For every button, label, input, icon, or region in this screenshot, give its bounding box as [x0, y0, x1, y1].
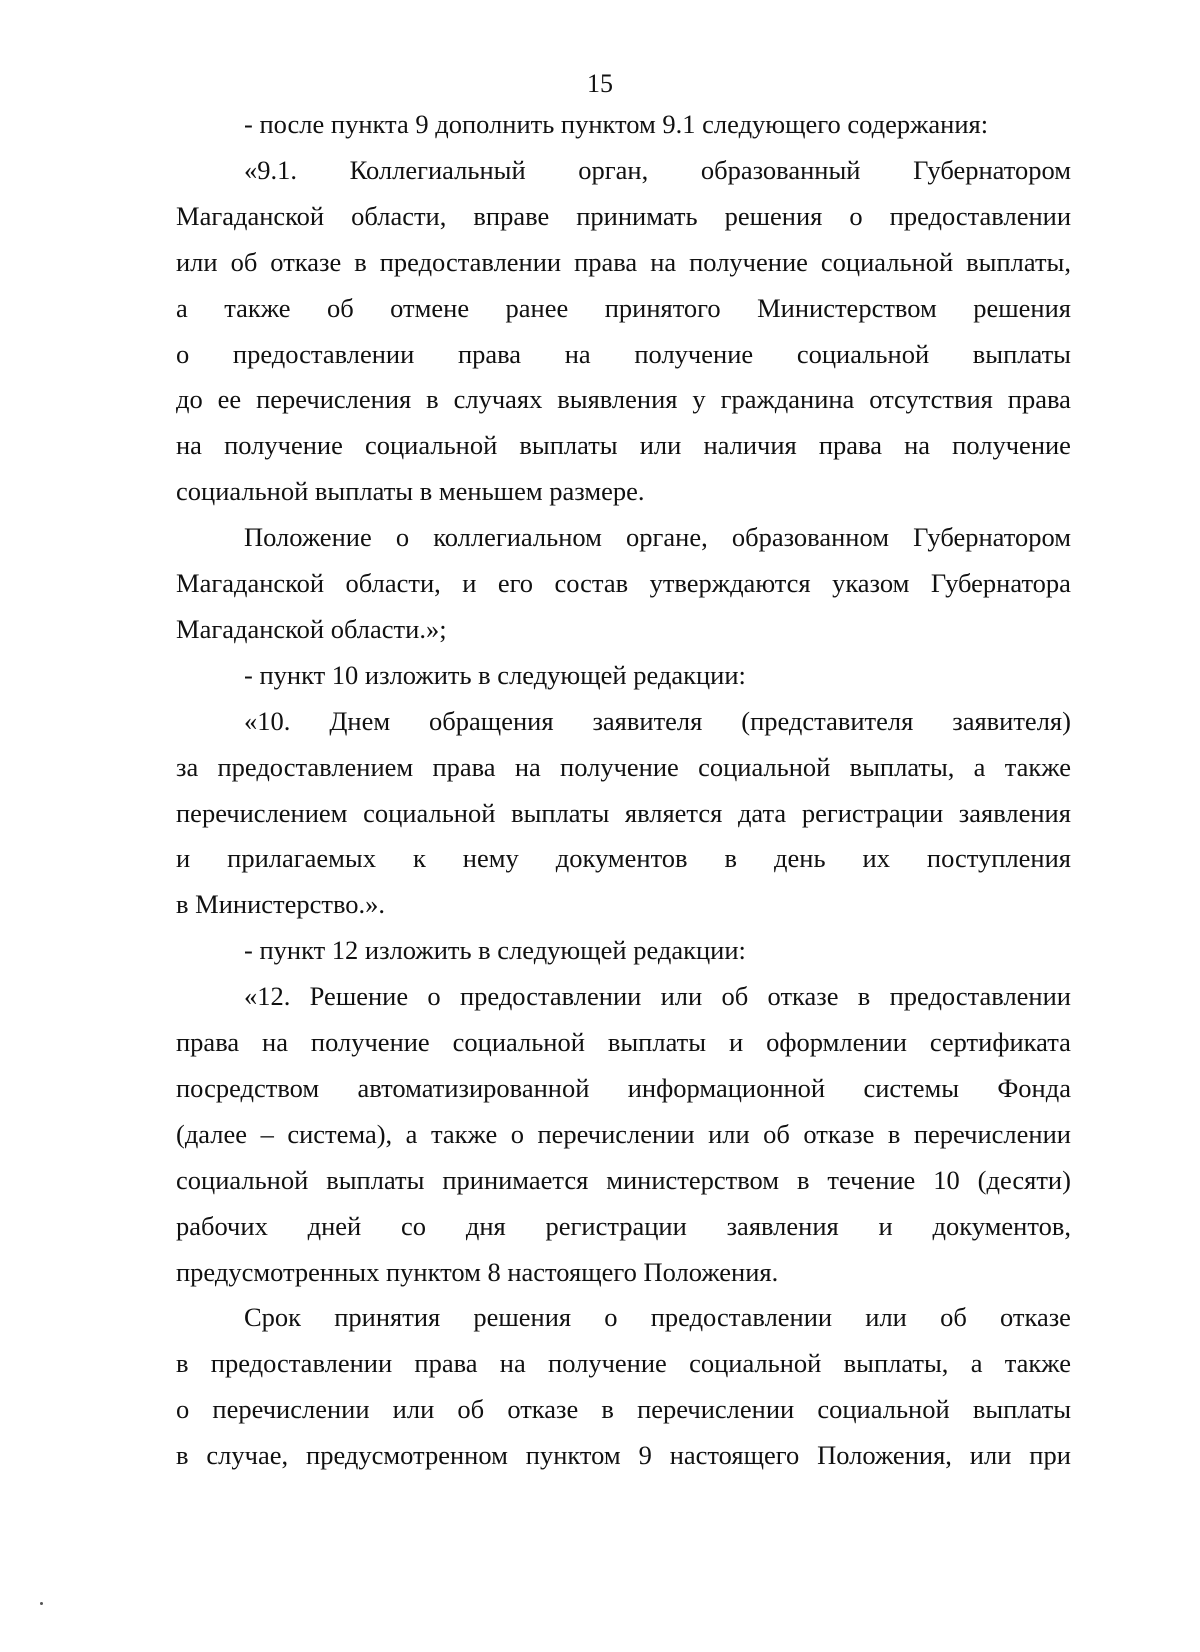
word: выплаты,: [966, 246, 1071, 277]
word: или: [392, 1394, 435, 1425]
word: об: [763, 1118, 790, 1149]
text-line: [244, 1297, 1071, 1337]
word: Положения,: [817, 1440, 952, 1471]
word: об: [457, 1394, 485, 1425]
word: образованном: [731, 522, 889, 553]
word: Губернатором: [913, 522, 1071, 553]
word: их: [862, 843, 890, 874]
word: в: [601, 1394, 614, 1425]
text-line: [176, 334, 1071, 374]
word: о: [427, 981, 441, 1012]
word: ранее: [505, 292, 569, 323]
word: регистрации: [801, 797, 944, 828]
word: Губернатором: [913, 154, 1071, 185]
word: предоставлении: [889, 981, 1071, 1012]
word: Положение: [244, 522, 372, 553]
word: получение: [952, 430, 1071, 461]
word: выплаты,: [843, 1348, 949, 1379]
word: принятого: [604, 292, 721, 323]
word: социальной: [452, 1027, 585, 1057]
word: заявления: [958, 797, 1071, 828]
word: получение: [689, 246, 808, 277]
word: на: [650, 246, 677, 277]
word: на: [176, 430, 202, 461]
word: и: [728, 1027, 744, 1057]
word: Министерством: [757, 292, 937, 323]
word: или: [660, 981, 703, 1012]
word: на: [564, 338, 591, 369]
word: выплаты: [972, 1394, 1071, 1425]
word: получение: [634, 338, 754, 369]
word: поступления: [926, 843, 1071, 874]
text-line: [176, 793, 1071, 833]
word: в: [426, 384, 439, 415]
word: Губернатора: [930, 568, 1071, 598]
word: или: [176, 246, 218, 277]
word: отказе: [507, 1394, 579, 1425]
word: министерством: [606, 1164, 780, 1195]
word: в: [724, 843, 738, 874]
word: о: [849, 200, 863, 231]
word: об: [230, 246, 258, 277]
word: социальной: [820, 246, 954, 277]
text-line: [244, 150, 1071, 190]
word: система),: [287, 1118, 393, 1149]
text-line: [176, 1160, 1071, 1200]
word: –: [260, 1118, 274, 1149]
word: обращения: [429, 705, 554, 736]
word: о: [510, 1118, 524, 1149]
word: дата: [737, 797, 787, 828]
text-line: [244, 976, 1071, 1016]
word: социальной: [364, 430, 498, 461]
word: при: [1029, 1440, 1071, 1471]
word: права: [432, 751, 496, 782]
word: сертификата: [929, 1027, 1071, 1057]
word: посредством: [176, 1072, 320, 1103]
word: Решение: [309, 981, 409, 1012]
word: органе,: [626, 522, 708, 553]
word: регистрации: [545, 1210, 687, 1241]
word: случае,: [206, 1440, 289, 1471]
word: отказе: [999, 1302, 1071, 1333]
word: предусмотренном: [306, 1440, 508, 1471]
word: области,: [345, 568, 441, 598]
word: перечисления: [256, 384, 412, 415]
word: или: [639, 430, 682, 461]
word: предоставлении: [650, 1302, 833, 1333]
word: предоставлении: [232, 338, 415, 369]
word: в: [887, 1118, 901, 1149]
word: указом: [832, 568, 910, 598]
word: права: [1007, 384, 1071, 415]
word: «10.: [244, 705, 291, 736]
word: у: [692, 384, 706, 415]
text-line: предусмотренных пунктом 8 настоящего Положения.: [176, 1256, 779, 1287]
text-line: Магаданской области.»;: [176, 613, 447, 644]
word: на: [499, 1348, 526, 1379]
word: в: [176, 1440, 189, 1471]
word: также: [430, 1118, 498, 1149]
word: (представителя: [741, 705, 914, 736]
word: предоставлении: [210, 1348, 393, 1379]
text-line: - пункт 10 изложить в следующей редакции:: [244, 659, 746, 690]
word: решения: [973, 292, 1071, 323]
text-line: [176, 1343, 1071, 1383]
page-number: 15: [587, 69, 613, 98]
word: отсутствия: [869, 384, 993, 415]
word: Магаданской: [176, 568, 325, 598]
word: получение: [224, 430, 343, 461]
word: решения: [473, 1302, 572, 1333]
word: (далее: [176, 1118, 248, 1149]
word: его: [497, 568, 534, 598]
word: вправе: [473, 200, 550, 231]
text-line: [176, 1206, 1071, 1246]
scan-speck: [40, 1602, 43, 1605]
word: также: [224, 292, 291, 323]
word: социальной: [817, 1394, 950, 1425]
word: коллегиальном: [433, 522, 602, 553]
word: отказе: [767, 981, 839, 1012]
text-line: [176, 838, 1071, 878]
word: социальной: [363, 797, 496, 828]
word: течение: [827, 1164, 916, 1195]
word: социальной: [689, 1348, 822, 1379]
word: заявителя: [592, 705, 703, 736]
word: предоставлении: [459, 981, 642, 1012]
word: документов,: [932, 1210, 1071, 1241]
word: образованный: [700, 154, 861, 185]
word: в: [176, 1348, 189, 1379]
text-line: [244, 517, 1071, 557]
text-line: [176, 196, 1071, 236]
text-line: [176, 1435, 1071, 1475]
word: за: [176, 751, 199, 782]
word: документов: [555, 843, 688, 874]
word: решения: [724, 200, 823, 231]
word: выплаты: [972, 338, 1071, 369]
word: до: [176, 384, 203, 415]
word: на: [904, 430, 931, 461]
word: права: [457, 338, 522, 369]
word: отмене: [390, 292, 470, 323]
word: ее: [217, 384, 242, 415]
word: и: [176, 843, 191, 874]
word: рабочих: [176, 1210, 268, 1241]
word: об: [721, 981, 749, 1012]
word: к: [412, 843, 426, 874]
text-line: [176, 563, 1071, 603]
word: права: [818, 430, 882, 461]
text-line: социальной выплаты в меньшем размере.: [176, 476, 645, 507]
word: день: [774, 843, 826, 874]
text-line: [176, 1022, 1071, 1062]
text-line: в Министерство.».: [176, 889, 386, 920]
word: «9.1.: [244, 154, 297, 185]
word: дней: [307, 1210, 362, 1241]
word: также: [1004, 751, 1071, 782]
word: и: [462, 568, 477, 598]
word: состав: [554, 568, 629, 598]
text-line: [176, 1389, 1071, 1429]
word: пунктом: [525, 1440, 621, 1471]
word: права: [176, 1027, 240, 1057]
word: отказе: [270, 246, 342, 277]
word: орган,: [578, 154, 649, 185]
word: прилагаемых: [227, 843, 376, 874]
word: выплаты: [511, 797, 610, 828]
word: на: [262, 1027, 288, 1057]
text-line: [244, 701, 1071, 741]
word: о: [176, 338, 190, 369]
word: социальной: [698, 751, 831, 782]
word: в: [354, 246, 367, 277]
word: или: [708, 1118, 750, 1149]
word: Фонда: [997, 1072, 1071, 1103]
word: является: [624, 797, 723, 828]
word: настоящего: [669, 1440, 800, 1471]
word: наличия: [703, 430, 797, 461]
word: информационной: [627, 1072, 826, 1103]
word: перечислении: [913, 1118, 1071, 1149]
text-line: [176, 1114, 1071, 1154]
text-line: [176, 242, 1071, 282]
word: дня: [465, 1210, 506, 1241]
word: предоставлением: [217, 751, 414, 782]
word: в: [857, 981, 871, 1012]
word: предоставлении: [379, 246, 562, 277]
word: а: [176, 292, 188, 323]
word: предоставлении: [889, 200, 1071, 231]
text-line: [176, 747, 1071, 787]
word: об: [940, 1302, 967, 1333]
word: получение: [548, 1348, 667, 1379]
text-line: - после пункта 9 дополнить пунктом 9.1 следующего содержания:: [244, 109, 989, 139]
word: а: [405, 1118, 418, 1149]
word: о: [395, 522, 410, 553]
word: получение: [560, 751, 679, 782]
word: перечислении: [212, 1394, 370, 1425]
word: оформлении: [766, 1027, 907, 1057]
word: выплаты: [326, 1164, 425, 1195]
word: Коллегиальный: [349, 154, 526, 185]
word: гражданина: [720, 384, 855, 415]
text-line: - пункт 12 изложить в следующей редакции:: [244, 935, 746, 966]
word: в: [796, 1164, 810, 1195]
word: Магаданской: [176, 200, 325, 231]
word: а: [973, 751, 986, 782]
word: нему: [462, 843, 519, 874]
text-line: [176, 379, 1071, 419]
word: а: [970, 1348, 983, 1379]
word: Днем: [329, 705, 391, 736]
word: социальной: [176, 1164, 309, 1195]
word: утверждаются: [649, 568, 811, 598]
word: выплаты: [607, 1027, 707, 1057]
word: получение: [310, 1027, 430, 1057]
word: случаях: [453, 384, 543, 415]
word: заявления: [726, 1210, 839, 1241]
word: права: [574, 246, 638, 277]
word: 10: [933, 1164, 960, 1195]
word: системы: [863, 1072, 960, 1103]
word: принимается: [442, 1164, 589, 1195]
word: перечислением: [176, 797, 348, 828]
word: автоматизированной: [357, 1072, 590, 1103]
text-line: [176, 425, 1071, 465]
word: права: [414, 1348, 478, 1379]
word: перечислении: [637, 1394, 795, 1425]
word: Срок: [244, 1302, 302, 1333]
word: и: [878, 1210, 893, 1241]
word: принимать: [576, 200, 698, 231]
word: (десяти): [977, 1164, 1071, 1195]
word: или: [865, 1302, 907, 1333]
word: также: [1004, 1348, 1071, 1379]
word: области,: [351, 200, 447, 231]
text-line: [176, 1068, 1071, 1108]
word: выплаты,: [849, 751, 955, 782]
word: об: [326, 292, 354, 323]
word: о: [604, 1302, 618, 1333]
word: социальной: [796, 338, 930, 369]
word: отказе: [803, 1118, 875, 1149]
word: заявителя): [952, 705, 1071, 736]
word: выявления: [557, 384, 678, 415]
word: перечислении: [537, 1118, 695, 1149]
word: выплаты: [519, 430, 618, 461]
word: или: [969, 1440, 1012, 1471]
word: 9: [638, 1440, 652, 1471]
word: «12.: [244, 981, 291, 1012]
text-line: [176, 288, 1071, 328]
word: принятия: [334, 1302, 441, 1333]
word: на: [514, 751, 541, 782]
word: со: [401, 1210, 427, 1241]
word: о: [176, 1394, 190, 1425]
